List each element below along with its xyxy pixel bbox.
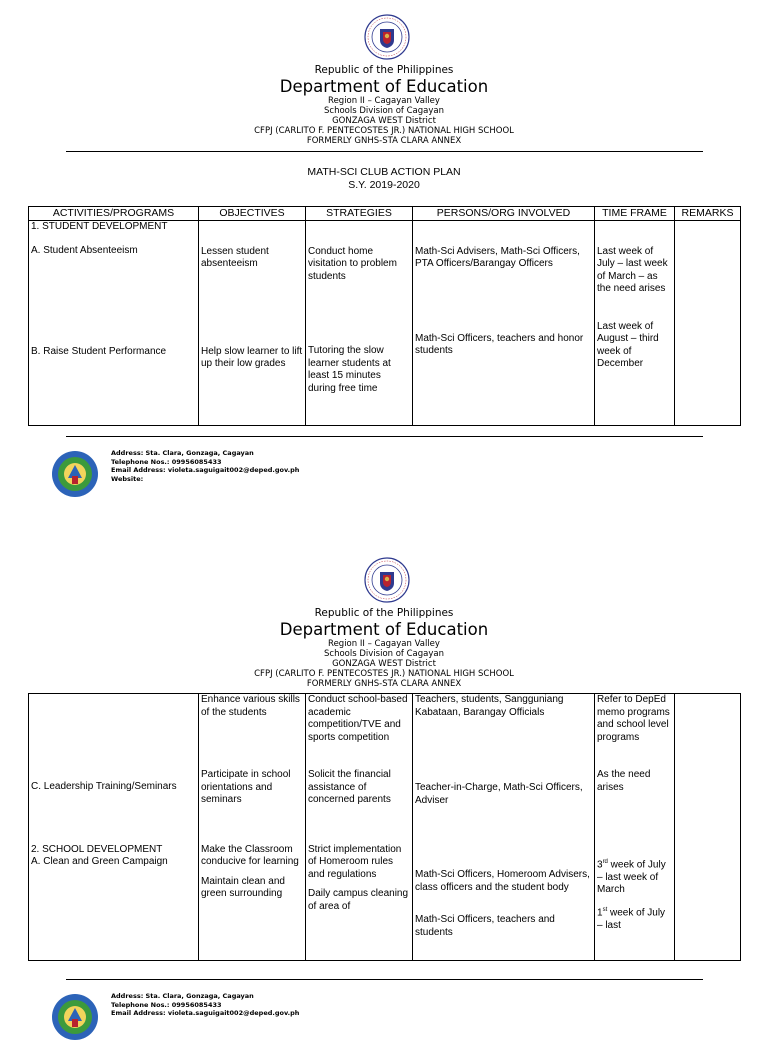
footer-email: Email Address: violeta.saguigait002@deped.gov.ph [111, 1009, 300, 1017]
objective-text: Help slow learner to lift up their low grades [201, 345, 303, 369]
col-persons: PERSONS/ORG INVOLVED [413, 207, 595, 221]
col-strategies: STRATEGIES [306, 207, 413, 221]
department-line: Department of Education [279, 77, 489, 96]
footer-address: Address: Sta. Clara, Gonzaga, Cagayan [111, 449, 254, 457]
action-plan-table-continued [28, 693, 741, 961]
footer-telephone: Telephone Nos.: 09956085433 [111, 1000, 222, 1009]
objective-text: Enhance various skills of the students [201, 694, 300, 718]
region-line: Region II – Cagayan Valley [328, 639, 440, 649]
action-plan-table [28, 206, 741, 426]
strategy-text: Solicit the financial assistance of concerned parents [308, 769, 391, 805]
objective-text: Lessen student absenteeism [201, 245, 269, 269]
footer-contact [111, 449, 299, 483]
footer-email: Email Address: violeta.saguigait002@deped.gov.ph [111, 466, 300, 474]
col-objectives: OBJECTIVES [199, 207, 306, 221]
remarks-cell [675, 694, 741, 961]
persons-text: Math-Sci Officers, teachers and students [415, 914, 555, 938]
timeframe-text: As the need arises [597, 769, 651, 793]
col-timeframe: TIME FRAME [595, 207, 675, 221]
activity-text: B. Raise Student Performance [31, 345, 167, 357]
strategy-text: Daily campus cleaning of area of [308, 888, 409, 912]
division-line: Schools Division of Cagayan [324, 106, 444, 116]
objective-text: Participate in school orientations and seminars [201, 769, 291, 805]
deped-seal-icon [364, 14, 410, 60]
timeframe-rest: week of July – last week of March [597, 859, 666, 896]
col-activities: ACTIVITIES/PROGRAMS [29, 207, 199, 221]
document-page-2 [0, 555, 768, 1024]
persons-cell [413, 220, 595, 425]
persons-text: Math-Sci Officers, teachers and honor students [415, 332, 584, 356]
republic-line: Republic of the Philippines [314, 607, 454, 619]
footer-website: Website: [111, 474, 144, 483]
timeframe-text: Last week of July – last week of March – as the need arises [597, 245, 668, 294]
ordinal-number: 1 [597, 907, 603, 919]
ordinal-number: 3 [597, 859, 603, 871]
timeframe-text: Last week of August – third week of December [597, 320, 659, 369]
footer-contact [111, 992, 299, 1018]
persons-cell [413, 694, 595, 961]
footer-divider [66, 979, 703, 980]
deped-seal-icon [364, 557, 410, 603]
school-line: CFPJ (CARLITO F. PENTECOSTES JR.) NATIONAL HIGH SCHOOL [254, 669, 514, 679]
strategy-text: Strict implementation of Homeroom rules and regulations [308, 843, 402, 880]
table-row [29, 220, 741, 425]
persons-text: Math-Sci Officers, Homeroom Advisers, class officers and the student body [415, 869, 590, 893]
table-row [29, 694, 741, 961]
ordinal-suffix: rd [602, 859, 608, 865]
district-line: GONZAGA WEST District [332, 659, 436, 669]
ordinal-suffix: st [602, 906, 608, 913]
letterhead [0, 64, 768, 146]
department-line: Department of Education [279, 620, 489, 639]
activity-cell [29, 694, 199, 961]
formerly-line: FORMERLY GNHS-STA CLARA ANNEX [306, 679, 462, 689]
letterhead [0, 607, 768, 689]
republic-line: Republic of the Philippines [314, 64, 454, 76]
persons-text: Math-Sci Advisers, Math-Sci Officers, PTA Officers/Barangay Officers [415, 245, 580, 269]
district-line: GONZAGA WEST District [332, 116, 436, 126]
timeframe-text [597, 904, 672, 932]
strategy-cell [306, 220, 413, 425]
objective-cell [199, 220, 306, 425]
section-heading: 1. STUDENT DEVELOPMENT [31, 220, 168, 232]
plan-title: MATH-SCI CLUB ACTION PLAN [307, 166, 461, 178]
strategy-text: Conduct home visitation to problem students [308, 245, 397, 282]
persons-text: Teachers, students, Sangguniang Kabataan, Barangay Officials [415, 694, 564, 718]
school-logo-icon [50, 449, 100, 499]
strategy-text: Conduct school-based academic competition/TVE and sports competition [308, 694, 408, 743]
table-header-row [29, 207, 741, 221]
timeframe-cell [595, 694, 675, 961]
school-line: CFPJ (CARLITO F. PENTECOSTES JR.) NATIONAL HIGH SCHOOL [254, 126, 514, 136]
header-divider [66, 151, 703, 152]
region-line: Region II – Cagayan Valley [328, 96, 440, 106]
activity-text: C. Leadership Training/Seminars [31, 781, 177, 792]
timeframe-text [597, 856, 672, 897]
objective-text: Make the Classroom conducive for learning [201, 843, 299, 867]
timeframe-cell [595, 220, 675, 425]
school-logo-icon [50, 992, 100, 1042]
footer-divider [66, 436, 703, 437]
objective-cell [199, 694, 306, 961]
col-remarks: REMARKS [675, 207, 741, 221]
timeframe-rest: week of July – last [597, 907, 666, 931]
activity-text: A. Student Absenteeism [31, 245, 138, 256]
division-line: Schools Division of Cagayan [324, 649, 444, 659]
footer-address: Address: Sta. Clara, Gonzaga, Cagayan [111, 992, 254, 1000]
strategy-cell [306, 694, 413, 961]
activity-text: A. Clean and Green Campaign [31, 856, 168, 867]
activity-cell [29, 220, 199, 425]
timeframe-text: Refer to DepEd memo programs and school level programs [597, 694, 670, 743]
footer-telephone: Telephone Nos.: 09956085433 [111, 457, 222, 466]
remarks-cell [675, 220, 741, 425]
formerly-line: FORMERLY GNHS-STA CLARA ANNEX [306, 136, 462, 146]
section-heading: 2. SCHOOL DEVELOPMENT [31, 843, 163, 855]
school-year: S.Y. 2019-2020 [348, 179, 420, 191]
plan-title-block [0, 166, 768, 192]
persons-text: Teacher-in-Charge, Math-Sci Officers, Adviser [415, 782, 583, 806]
objective-text: Maintain clean and green surrounding [201, 875, 285, 899]
document-page-1 [0, 0, 768, 500]
strategy-text: Tutoring the slow learner students at least 15 minutes during free time [308, 345, 391, 394]
